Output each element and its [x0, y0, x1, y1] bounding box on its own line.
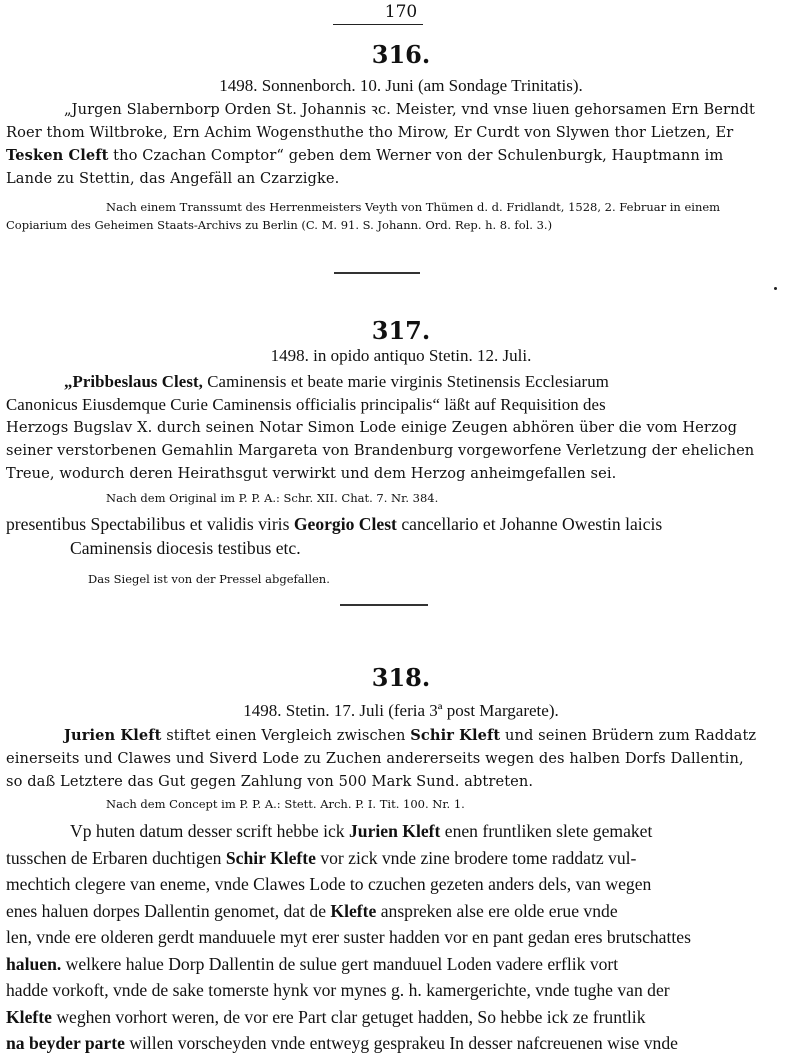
emphasis: haluen. — [6, 953, 62, 974]
text-fragment: enen fruntliken slete gemaket — [440, 821, 653, 841]
document-header-318: 1498. Stetin. 17. Juli (feria 3ª post Margarete). — [243, 701, 559, 720]
seal-note-317: Das Siegel ist von der Pressel abgefallen. — [88, 572, 330, 586]
person-name: Jurien Kleft — [64, 727, 162, 744]
regest-317 — [6, 370, 796, 485]
regest-line-text: Caminensis et beate marie virginis Stetinensis Ecclesiarum — [202, 372, 609, 391]
source-line: Nach einem Transsumt des Herrenmeisters Veyth von Thümen d. d. Fridlandt, 1528, 2. Februar in einem — [106, 200, 721, 214]
person-name: Tesken Cleft — [6, 147, 109, 164]
page-number: 170 — [384, 2, 418, 22]
regest-line: Treue, wodurch deren Heirathsgut verwirkt und dem Herzog anheimgefallen sei. — [6, 465, 617, 482]
text-fragment: tusschen de Erbaren duchtigen — [6, 847, 226, 868]
text-fragment: cancellario et Johanne Owestin laicis — [396, 514, 663, 534]
emphasis: na beyder parte — [6, 1033, 125, 1053]
text-fragment: weghen vorhort weren, de vor ere Part clar getuget hadden, So hebbe ick ze fruntlik — [51, 1006, 646, 1027]
text-line: mechtich clegere van eneme, vnde Clawes Lode to czuchen gezeten anders dels, van wegen — [6, 874, 652, 894]
document-text-318 — [6, 818, 798, 1057]
regest-line: Lande zu Stettin, das Angefäll an Czarzigke. — [6, 170, 340, 187]
regest-line: Roer thom Wiltbroke, Ern Achim Wogensthuthe tho Mirow, Er Curdt von Slywen thor Lietzen, Er — [6, 124, 734, 141]
page-number-rule — [333, 24, 423, 25]
regest-316 — [6, 98, 796, 190]
regest-line — [6, 724, 796, 747]
person-name: Georgio Clest — [293, 514, 397, 534]
text-line: hadde vorkoft, vnde de sake tomerste hynk vor mynes g. h. kamergerichte, vnde tughe van der — [6, 980, 670, 1000]
person-name: Jurien Kleft — [348, 821, 441, 841]
regest-line-text: stiftet einen Vergleich zwischen — [161, 727, 411, 744]
person-name: Klefte — [6, 1006, 52, 1027]
document-number-317: 317. — [371, 316, 431, 345]
text-line: len, vnde ere olderen gerdt manduuele myt erer suster hadden vor en pant gedan eres brutschattes — [6, 927, 691, 947]
person-name: „Pribbeslaus Clest, — [64, 372, 203, 391]
text-fragment: anspreken alse ere olde erue vnde — [376, 900, 618, 921]
document-number-318: 318. — [371, 663, 431, 692]
regest-line-text: und seinen Brüdern zum Raddatz — [500, 727, 757, 744]
regest-line: so daß Letztere das Gut gegen Zahlung von 500 Mark Sund. abtreten. — [6, 773, 534, 790]
text-line: Caminensis diocesis testibus etc. — [70, 538, 301, 558]
text-fragment: enes haluen dorpes Dallentin genomet, dat de — [6, 900, 331, 921]
text-line — [6, 512, 796, 536]
text-fragment: welkere halue Dorp Dallentin de sulue gert manduuel Loden vadere erflik vort — [61, 953, 619, 974]
document-text-317 — [6, 512, 796, 560]
print-speck — [774, 287, 777, 290]
source-line: Copiarium des Geheimen Staats-Archivs zu Berlin (C. M. 91. S. Johann. Ord. Rep. h. 8. fol. 3.) — [6, 218, 553, 232]
regest-line — [6, 370, 796, 393]
source-note-317: Nach dem Original im P. P. A.: Schr. XII. Chat. 7. Nr. 384. — [106, 491, 439, 505]
regest-line: Herzogs Bugslav X. durch seinen Notar Simon Lode einige Zeugen abhören über die vom Herzog — [6, 419, 738, 436]
regest-line-text: tho Czachan Comptor“ geben dem Werner von der Schulenburgk, Hauptmann im — [108, 147, 724, 164]
source-note-316 — [6, 198, 796, 234]
regest-line — [6, 144, 796, 167]
document-header-316: 1498. Sonnenborch. 10. Juni (am Sondage Trinitatis). — [219, 76, 583, 95]
text-line — [6, 951, 798, 978]
section-separator — [334, 272, 420, 274]
text-line — [6, 1030, 798, 1057]
text-line — [6, 845, 798, 872]
text-line — [6, 818, 798, 845]
regest-line: einerseits und Clawes und Siverd Lode zu Zuchen andererseits wegen des halben Dorfs Dallentin, — [6, 750, 744, 767]
source-note-318: Nach dem Concept im P. P. A.: Stett. Arch. P. I. Tit. 100. Nr. 1. — [106, 797, 465, 811]
regest-line: „Jurgen Slabernborp Orden St. Johannis ꝛc. Meister, vnd vnse liuen gehorsamen Ern Berndt — [64, 101, 755, 118]
text-line — [6, 1004, 798, 1031]
person-name: Schir Kleft — [410, 727, 501, 744]
text-fragment: Vp huten datum desser scrift hebbe ick — [70, 821, 349, 841]
regest-line: Canonicus Eiusdemque Curie Caminensis officialis principalis“ läßt auf Requisition des — [6, 395, 606, 414]
text-fragment: willen vorscheyden vnde entweyg gesprakeu In desser nafcreuenen wise vnde — [124, 1033, 678, 1053]
document-number-316: 316. — [371, 40, 431, 69]
text-fragment: vor zick vnde zine brodere tome raddatz vul- — [315, 847, 637, 868]
text-line — [6, 898, 798, 925]
person-name: Schir Klefte — [225, 847, 316, 868]
regest-318 — [6, 724, 796, 793]
person-name: Klefte — [330, 900, 377, 921]
section-separator — [340, 604, 428, 606]
text-fragment: presentibus Spectabilibus et validis viris — [6, 514, 294, 534]
regest-line: seiner verstorbenen Gemahlin Margareta von Brandenburg vorgeworfene Verletzung der ehelichen — [6, 442, 755, 459]
document-header-317: 1498. in opido antiquo Stetin. 12. Juli. — [270, 346, 532, 365]
